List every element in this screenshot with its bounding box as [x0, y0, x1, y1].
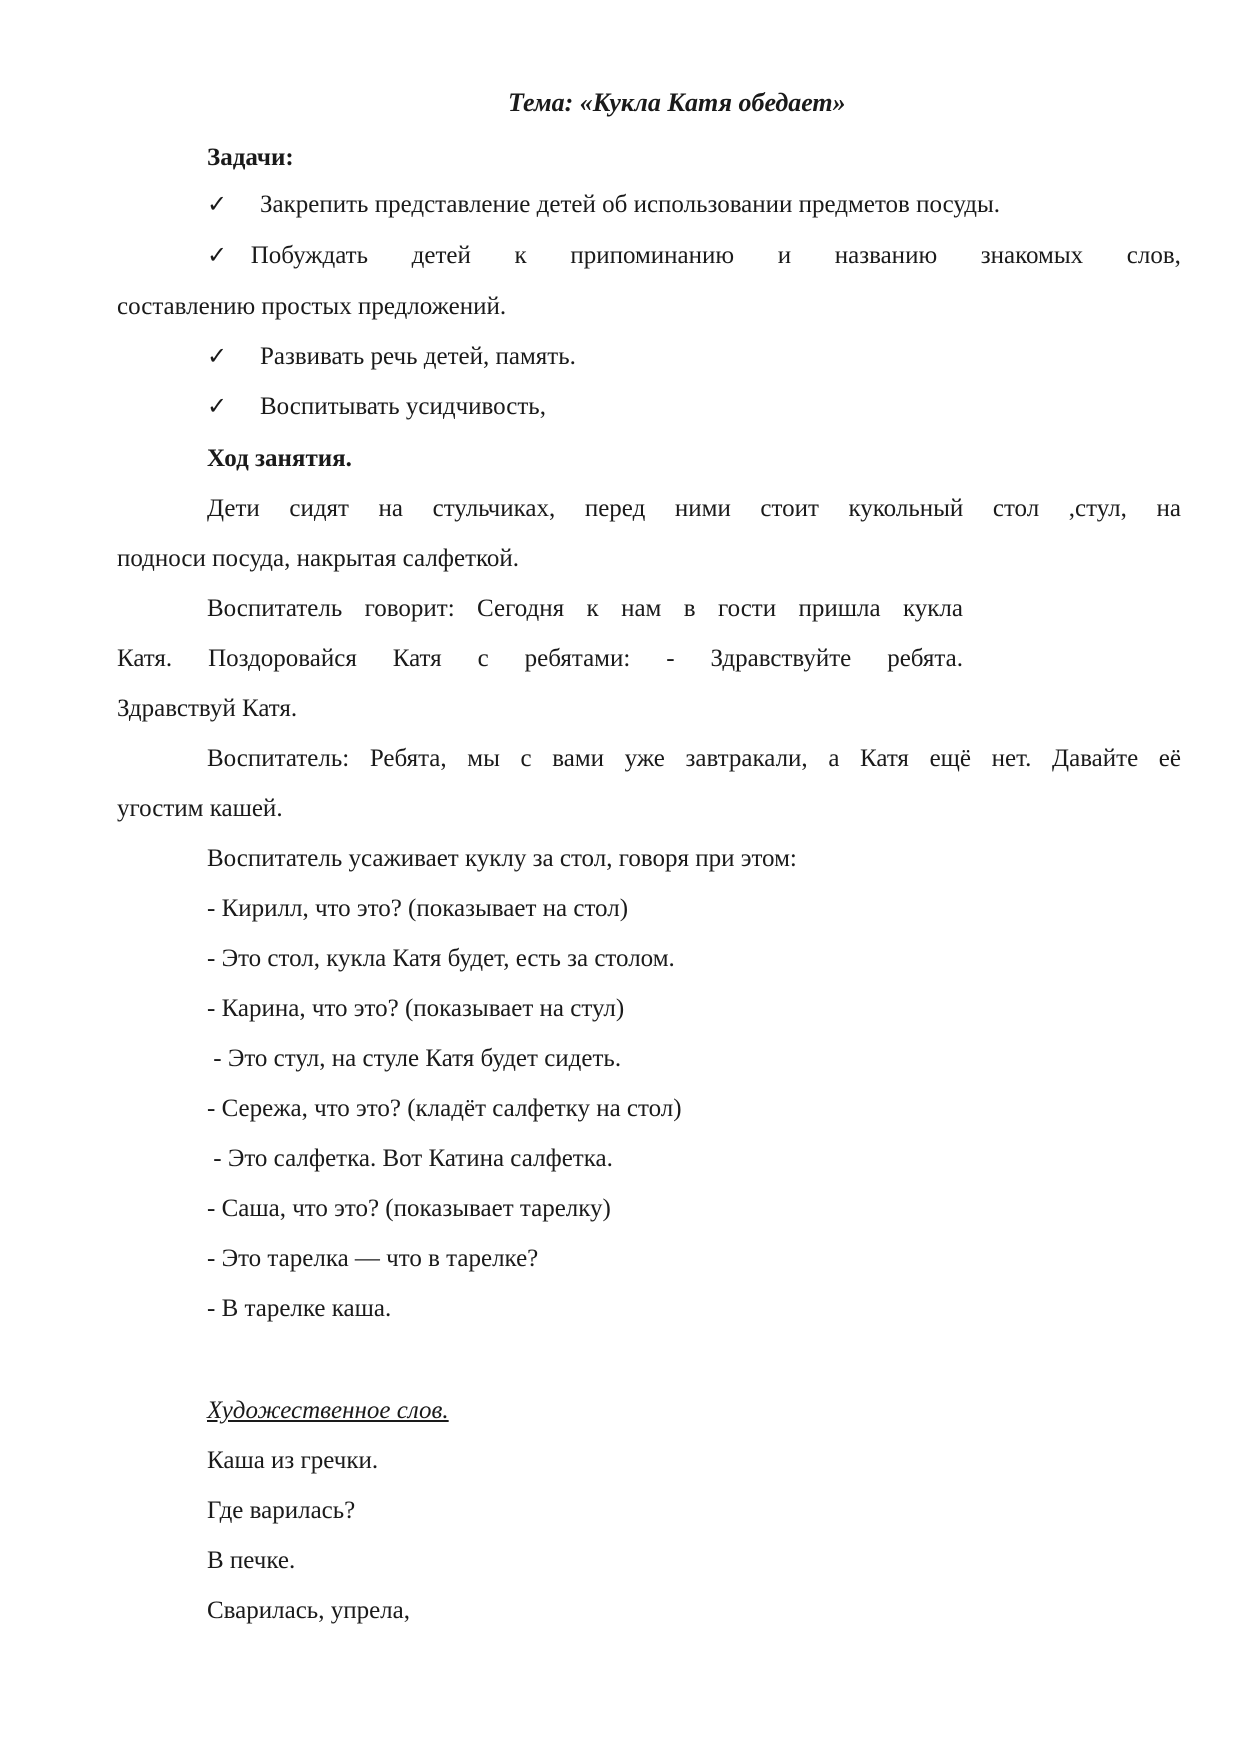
task-item-1: ✓ Закрепить представление детей об использовании предметов посуды. [207, 190, 1001, 218]
poem-line: Сварилась, упрела, [207, 1597, 410, 1624]
checkmark-icon: ✓ [207, 392, 228, 420]
paragraph-1-line2: подноси посуда, накрытая салфеткой. [117, 545, 520, 572]
dialogue-line: - Саша, что это? (показывает тарелку) [207, 1195, 611, 1222]
paragraph-3-line1: Воспитатель: Ребята, мы с вами уже завтракали, а Катя ещё нет. Давайте её [207, 745, 1181, 772]
checkmark-icon: ✓ [207, 190, 228, 218]
paragraph-2-line3: Здравствуй Катя. [117, 695, 298, 722]
task-item-3: ✓ Развивать речь детей, память. [207, 342, 576, 370]
dialogue-line: - Это стол, кукла Катя будет, есть за столом. [207, 945, 675, 972]
dialogue-line: - Кирилл, что это? (показывает на стол) [207, 895, 629, 922]
dialogue-line: - В тарелке каша. [207, 1295, 392, 1322]
lesson-heading: Ход занятия. [207, 445, 352, 472]
paragraph-1-line1: Дети сидят на стульчиках, перед ними стоит кукольный стол ,стул, на [207, 495, 1181, 522]
checkmark-icon: ✓ [207, 342, 228, 370]
checkmark-icon: ✓ [207, 241, 228, 269]
paragraph-2-line1: Воспитатель говорит: Сегодня к нам в гости пришла кукла [207, 595, 963, 622]
task-item-4: ✓ Воспитывать усидчивость, [207, 392, 546, 420]
page-title: Тема: «Кукла Катя обедает» [508, 88, 846, 117]
dialogue-line: - Это тарелка — что в тарелке? [207, 1245, 539, 1272]
poem-line: Каша из гречки. [207, 1447, 379, 1474]
poem-line: Где варилась? [207, 1497, 356, 1524]
paragraph-3-line2: угостим кашей. [117, 795, 283, 822]
dialogue-line: - Карина, что это? (показывает на стул) [207, 995, 625, 1022]
tasks-heading: Задачи: [207, 144, 294, 171]
task-item-2-line1: ✓ Побуждать детей к припоминанию и названию знакомых слов, [207, 241, 1181, 269]
task-item-2-line2: составлению простых предложений. [117, 293, 507, 320]
art-heading: Художественное слов. [207, 1397, 449, 1424]
poem-line: В печке. [207, 1547, 296, 1574]
paragraph-2-line2: Катя. Поздоровайся Катя с ребятами: - Здравствуйте ребята. [117, 645, 963, 672]
paragraph-4: Воспитатель усаживает куклу за стол, говоря при этом: [207, 845, 797, 872]
dialogue-line: - Сережа, что это? (кладёт салфетку на стол) [207, 1095, 682, 1122]
dialogue-line: - Это стул, на стуле Катя будет сидеть. [207, 1045, 622, 1072]
dialogue-line: - Это салфетка. Вот Катина салфетка. [207, 1145, 613, 1172]
